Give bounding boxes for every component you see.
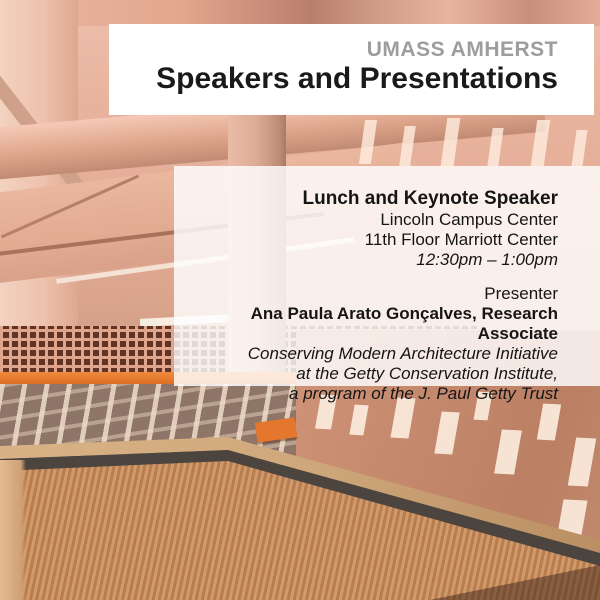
presenter-affiliation-1: Conserving Modern Architecture Initiative bbox=[247, 344, 558, 363]
page-title: Speakers and Presentations bbox=[156, 62, 558, 96]
event-details-panel bbox=[174, 166, 600, 403]
title-banner bbox=[109, 24, 594, 115]
photo-ceiling-strip bbox=[0, 0, 600, 26]
photo-ramp-parapet bbox=[0, 460, 26, 600]
university-name: UMASS AMHERST bbox=[366, 38, 558, 61]
presenter-name: Ana Paula Arato Gonçalves, Research Associate bbox=[250, 304, 558, 343]
session-location-1: Lincoln Campus Center bbox=[380, 210, 558, 229]
session-title: Lunch and Keynote Speaker bbox=[302, 188, 558, 209]
presenter-label: Presenter bbox=[484, 284, 558, 303]
session-location-2: 11th Floor Marriott Center bbox=[364, 230, 558, 249]
presenter-affiliation-2: at the Getty Conservation Institute, bbox=[296, 364, 558, 383]
photo-light-bar bbox=[571, 130, 587, 166]
presenter-affiliation-3: a program of the J. Paul Getty Trust bbox=[289, 384, 558, 403]
session-time: 12:30pm – 1:00pm bbox=[416, 250, 558, 269]
spacer bbox=[194, 270, 558, 284]
